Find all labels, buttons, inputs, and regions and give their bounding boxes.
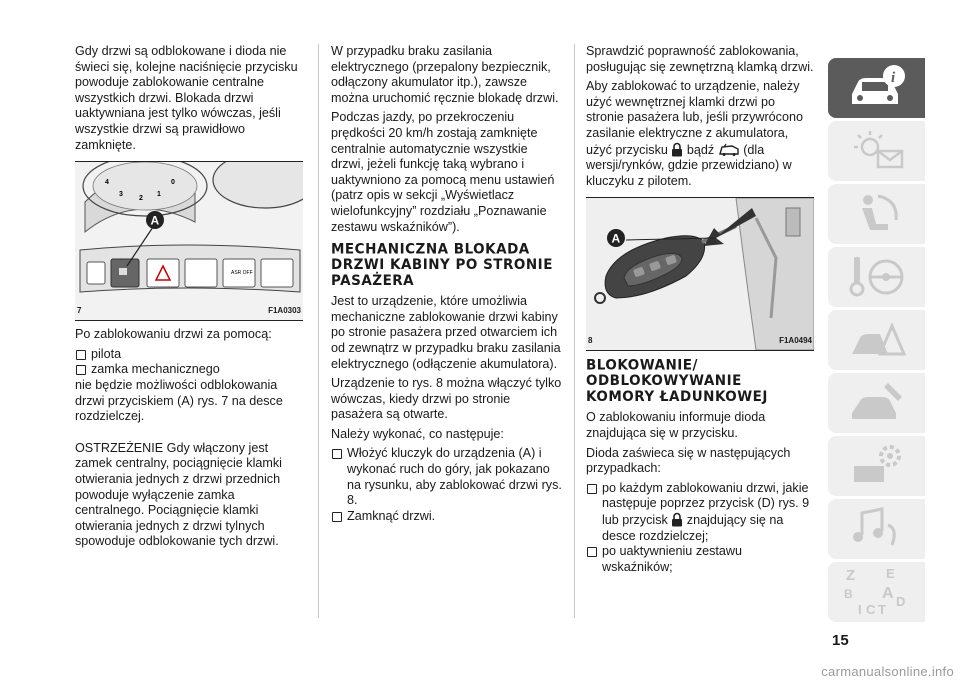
gauge-number: 1	[157, 191, 161, 199]
paragraph: Gdy drzwi są odblokowane i dioda nie świeci się, kolejne naciśnięcie przycisku powoduje zablokowanie centralne wszystkich drzwi. Blokada drzwi uaktywniana jest tylko wówczas, jeśli wszystkie drzwi są prawidłowo zamknięte.	[75, 44, 298, 152]
multimedia-icon	[848, 505, 908, 553]
index-letter: E	[886, 566, 895, 581]
figure-code: F1A0303	[268, 305, 301, 315]
tab-maintenance[interactable]	[828, 373, 925, 433]
column-1	[75, 44, 303, 554]
car-info-icon	[848, 64, 908, 112]
paragraph: Należy wykonać, co następuje:	[331, 426, 504, 441]
padlock-closed-icon	[671, 142, 683, 157]
paragraph: Urządzenie to rys. 8 można włączyć tylko wówczas, kiedy drzwi po stronie pasażera są otwarte.	[331, 376, 562, 422]
list-item: Włożyć kluczyk do urządzenia (A) i wykonać ruch do góry, jak pokazano na rysunku, aby zablokować drzwi rys. 8.	[331, 446, 563, 508]
paragraph-warning: OSTRZEŻENIE Gdy włączony jest zamek centralny, pociągnięcie klamki otwierania jednych z drzwi przednich powoduje wyłączenie zamka centralnego. Pociągnięcie klamki otwierania jednych z drzwi tylnych spowoduje odblokowanie tych drzwi.	[75, 440, 282, 549]
index-letter: D	[896, 594, 906, 609]
label-a: A	[611, 231, 621, 246]
bullet-icon	[76, 365, 86, 375]
paragraph: nie będzie możliwości odblokowania drzwi przyciskiem (A) rys. 7 na desce rozdzielczej.	[75, 377, 283, 424]
dashboard-illustration	[75, 162, 303, 320]
paragraph: Po zablokowaniu drzwi za pomocą:	[75, 327, 272, 342]
column-divider	[574, 44, 575, 618]
figure-number: 8	[588, 335, 593, 345]
key-steering-icon	[848, 253, 908, 301]
tab-emergency[interactable]	[828, 310, 925, 370]
watermark-text: carmanualsonline.info	[821, 664, 954, 679]
figure-code: F1A0494	[779, 335, 812, 345]
figure-number: 7	[77, 305, 82, 315]
bullet-icon	[587, 484, 597, 494]
list-item: po każdym zablokowaniu drzwi, jakie następuje poprzez przycisk (D) rys. 9 lub przycisk znajdujący się na desce rozdzielczej;	[586, 481, 814, 544]
breakdown-icon	[848, 316, 908, 364]
gauge-number: 2	[139, 195, 143, 203]
seat-airbag-icon	[848, 190, 908, 238]
tab-index[interactable]	[828, 562, 925, 622]
chapter-tabs	[828, 58, 925, 625]
page-number: 15	[832, 632, 849, 649]
tab-warning-lights[interactable]	[828, 121, 925, 181]
paragraph: Sprawdzić poprawność zablokowania, posługując się zewnętrzną klamką drzwi.	[586, 44, 814, 74]
gauge-number: 0	[171, 179, 175, 187]
technical-data-icon	[848, 442, 908, 490]
van-rear-door-icon	[718, 143, 740, 157]
index-letter: B	[844, 587, 853, 601]
column-3	[586, 44, 814, 575]
figure-7-dashboard-buttons	[75, 161, 303, 321]
paragraph: Jest to urządzenie, które umożliwia mechaniczne zablokowanie drzwi kabiny po stronie pasażera przed otwarciem ich od zewnątrz w przypadku braku zasilania elektrycznego (odłączenie akumulatora).	[331, 294, 561, 371]
tab-car-info[interactable]	[828, 58, 925, 118]
warning-lights-icon	[848, 127, 908, 175]
index-letter: A	[882, 585, 894, 602]
list-item: Zamknąć drzwi.	[331, 509, 563, 525]
tab-safety[interactable]	[828, 184, 925, 244]
bullet-icon	[587, 547, 597, 557]
key-illustration	[586, 198, 814, 350]
tab-technical-data[interactable]	[828, 436, 925, 496]
gauge-number: 4	[105, 179, 109, 187]
index-letter: I	[858, 602, 862, 617]
bullet-icon	[332, 512, 342, 522]
column-2	[331, 44, 563, 524]
index-letter: T	[878, 602, 886, 617]
list-item: pilota	[75, 347, 303, 363]
tab-starting-driving[interactable]	[828, 247, 925, 307]
paragraph: Dioda zaświeca się w następujących przypadkach:	[586, 445, 791, 476]
paragraph: W przypadku braku zasilania elektrycznego (przepalony bezpiecznik, odłączony akumulator itp.), zawsze można uruchomić ręcznie blokadę drzwi.	[331, 44, 559, 105]
padlock-closed-icon	[671, 512, 683, 527]
column-divider	[318, 44, 319, 618]
section-heading: MECHANICZNA BLOKADA DRZWI KABINY PO STRONIE PASAŻERA	[331, 240, 553, 290]
paragraph: O zablokowaniu informuje dioda znajdująca się w przycisku.	[586, 410, 766, 440]
label-a: A	[150, 213, 160, 228]
figure-8-key-in-lock	[586, 197, 814, 351]
bullet-icon	[76, 350, 86, 360]
asr-off-label: ASR OFF	[231, 270, 253, 277]
list-item: zamka mechanicznego	[75, 362, 303, 378]
index-letter: Z	[846, 567, 856, 584]
gauge-number: 3	[119, 191, 123, 199]
index-icon	[842, 564, 912, 618]
paragraph: Podczas jazdy, po przekroczeniu prędkości 20 km/h zostają zamknięte centralnie automatycznie wszystkie drzwi, jeżeli funkcję taką wybrano i uaktywniono za pomocą menu ustawień (patrz opis w sekcji „Wyświetlacz wielofunkcyjny” rozdziału „Poznawanie zestawu wskaźników”).	[331, 110, 555, 234]
tab-multimedia[interactable]	[828, 499, 925, 559]
index-letter: C	[866, 602, 876, 617]
list-item: po uaktywnieniu zestawu wskaźników;	[586, 544, 814, 575]
paragraph: Aby zablokować to urządzenie, należy użyć wewnętrznej klamki drzwi po stronie pasażera lub, jeśli przywrócono zasilanie elektryczne z akumulatora, użyć przycisku bądź (dla wersji/rynków, gdzie przewidziano) w kluczyku z pilotem.	[586, 79, 803, 188]
bullet-icon	[332, 449, 342, 459]
section-heading: BLOKOWANIE/ ODBLOKOWYWANIE KOMORY ŁADUNKOWEJ	[586, 357, 768, 406]
maintenance-icon	[848, 379, 908, 427]
svg-text:i: i	[891, 70, 896, 86]
